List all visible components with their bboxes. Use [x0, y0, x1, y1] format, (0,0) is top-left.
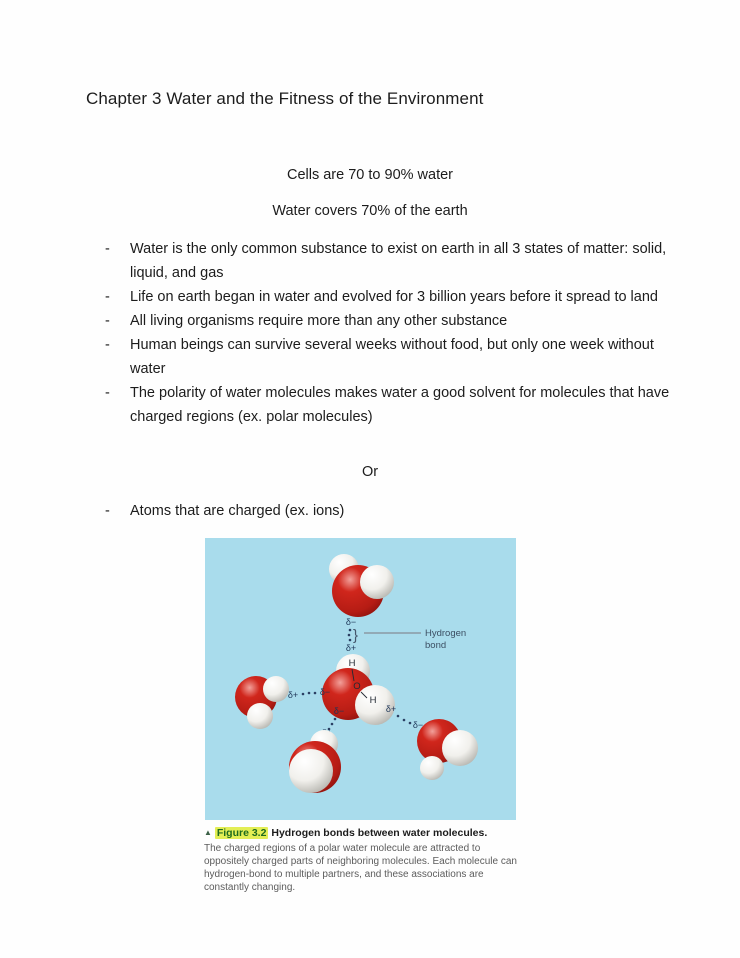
delta-minus-label: δ− [333, 706, 345, 716]
delta-minus-label: δ− [319, 687, 331, 697]
bullet-marker: - [105, 289, 110, 305]
caption-line: oppositely charged parts of neighboring molecules. Each molecule can [204, 856, 517, 867]
brace-glyph: } [353, 627, 359, 644]
delta-plus-label: δ+ [287, 690, 299, 700]
figure-number-highlighted: Figure 3.2 [216, 827, 267, 839]
bullet-marker: - [105, 313, 110, 329]
hydrogen-atom-label-right: H [369, 695, 377, 706]
bullet-text: Atoms that are charged (ex. ions) [130, 503, 345, 519]
list-item [105, 285, 675, 309]
list-item [105, 381, 675, 429]
bullet-text: Life on earth began in water and evolved for 3 billion years before it spread to land [130, 289, 658, 305]
triangle-marker-icon: ▲ [204, 828, 212, 837]
hydrogen-bond-label-line1: Hydrogen [425, 628, 467, 639]
figure-caption-heading [204, 826, 522, 840]
caption-line: hydrogen-bond to multiple partners, and these associations are [204, 869, 484, 880]
hydrogen-bond-label-line2: bond [425, 640, 447, 651]
delta-minus-label: δ− [345, 617, 357, 627]
bullet-text: Water is the only common substance to exist on earth in all 3 states of matter: solid, liquid, and gas [130, 241, 667, 281]
bullet-marker: - [105, 503, 110, 519]
caption-line: The charged regions of a polar water molecule are attracted to [204, 843, 481, 854]
figure-caption-body [204, 842, 522, 894]
water-molecules-figure-image[interactable] [205, 538, 516, 820]
delta-plus-label: δ+ [385, 704, 397, 714]
page-title: Chapter 3 Water and the Fitness of the Environment [86, 89, 484, 108]
list-item [105, 333, 675, 381]
bullet-list [105, 237, 675, 429]
list-item [105, 237, 675, 285]
or-connector-text: Or [361, 464, 379, 480]
hydrogen-bond-diagram [205, 538, 516, 820]
centered-statement-cells: Cells are 70 to 90% water [286, 167, 454, 183]
list-item [105, 499, 675, 523]
caption-line: constantly changing. [204, 882, 296, 893]
bullet-marker: - [105, 385, 110, 401]
bullet-text: All living organisms require more than any other substance [130, 313, 508, 329]
centered-statement-water-coverage: Water covers 70% of the earth [272, 203, 468, 219]
bullet-text: Human beings can survive several weeks without food, but only one week without water [130, 337, 654, 377]
delta-minus-label: δ− [412, 720, 424, 730]
bullet-text: The polarity of water molecules makes water a good solvent for molecules that have charged regions (ex. polar molecules) [130, 385, 670, 425]
bullet-marker: - [105, 241, 110, 257]
hydrogen-atom-label-top: H [348, 658, 356, 669]
list-item [105, 309, 675, 333]
bullet-marker: - [105, 337, 110, 353]
figure-caption [204, 826, 522, 894]
oxygen-atom-label: O [353, 681, 361, 692]
delta-plus-label: δ+ [345, 643, 357, 653]
figure-caption-title: Hydrogen bonds between water molecules. [271, 827, 488, 839]
